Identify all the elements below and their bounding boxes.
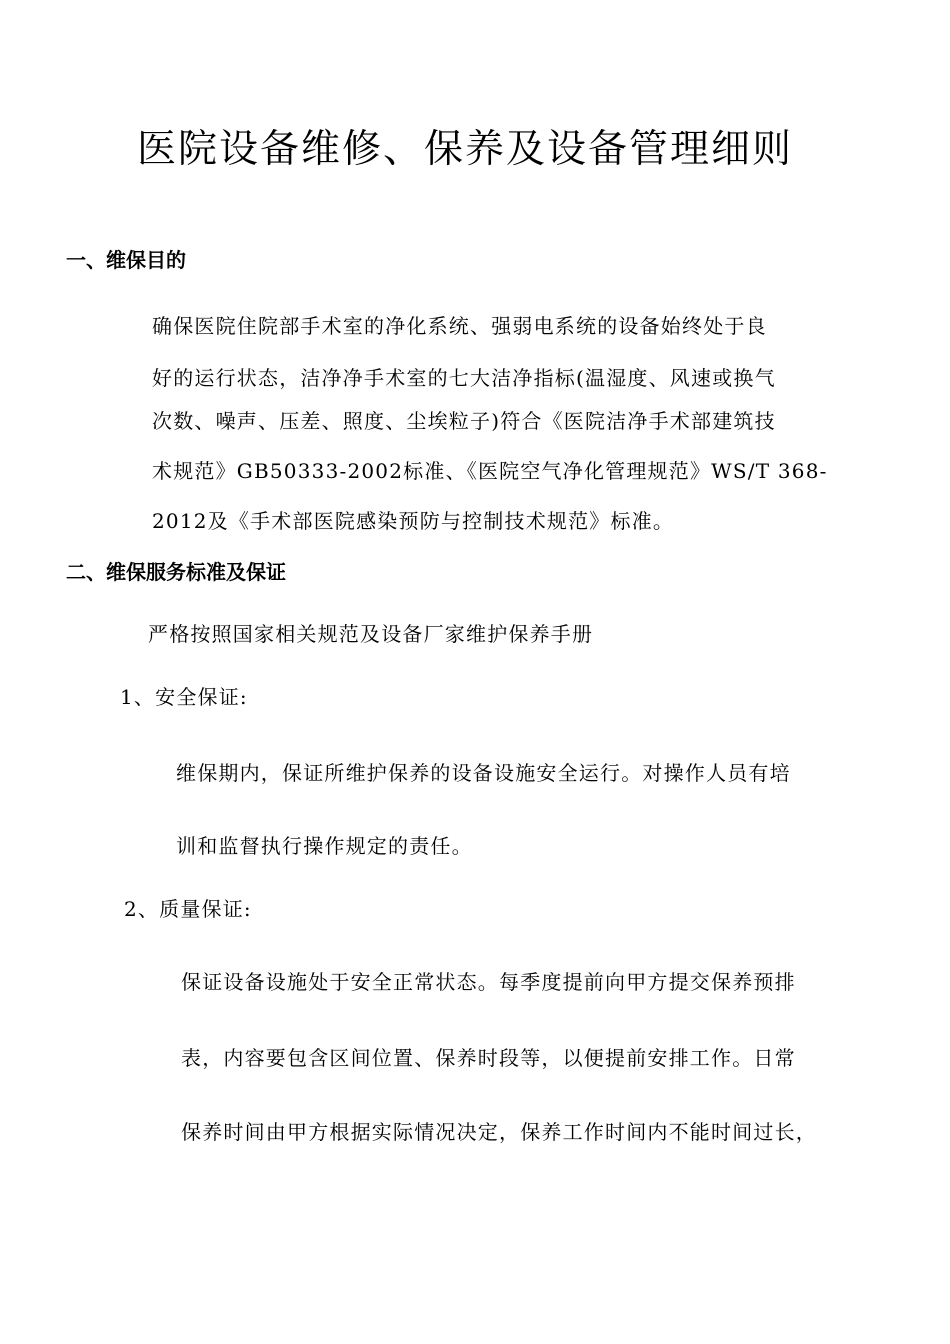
section-heading-purpose: 一、维保目的 (66, 248, 186, 272)
paragraph-line: 训和监督执行操作规定的责任。 (176, 834, 473, 858)
paragraph-line: 好的运行状态，洁净净手术室的七大洁净指标(温湿度、风速或换气 (152, 366, 776, 390)
paragraph-line: 保养时间由甲方根据实际情况决定，保养工作时间内不能时间过长， (181, 1120, 817, 1144)
document-title: 医院设备维修、保养及设备管理细则 (136, 127, 793, 172)
paragraph-line: 2012及《手术部医院感染预防与控制技术规范》标准。 (152, 509, 675, 533)
subsection-label-safety: 1、安全保证: (120, 685, 248, 709)
paragraph-line: 维保期内，保证所维护保养的设备设施安全运行。对操作人员有培 (176, 761, 791, 785)
subsection-label-quality: 2、质量保证: (124, 897, 252, 921)
section-heading-standards: 二、维保服务标准及保证 (66, 560, 286, 584)
section-intro: 严格按照国家相关规范及设备厂家维护保养手册 (148, 622, 594, 646)
paragraph-line: 保证设备设施处于安全正常状态。每季度提前向甲方提交保养预排 (181, 970, 796, 994)
paragraph-line: 表，内容要包含区间位置、保养时段等，以便提前安排工作。日常 (181, 1046, 796, 1070)
paragraph-line: 确保医院住院部手术室的净化系统、强弱电系统的设备始终处于良 (152, 314, 767, 338)
paragraph-line: 次数、噪声、压差、照度、尘埃粒子)符合《医院洁净手术部建筑技 (152, 409, 776, 433)
paragraph-line: 术规范》GB50333-2002标准、《医院空气净化管理规范》WS/T 368- (152, 459, 828, 483)
